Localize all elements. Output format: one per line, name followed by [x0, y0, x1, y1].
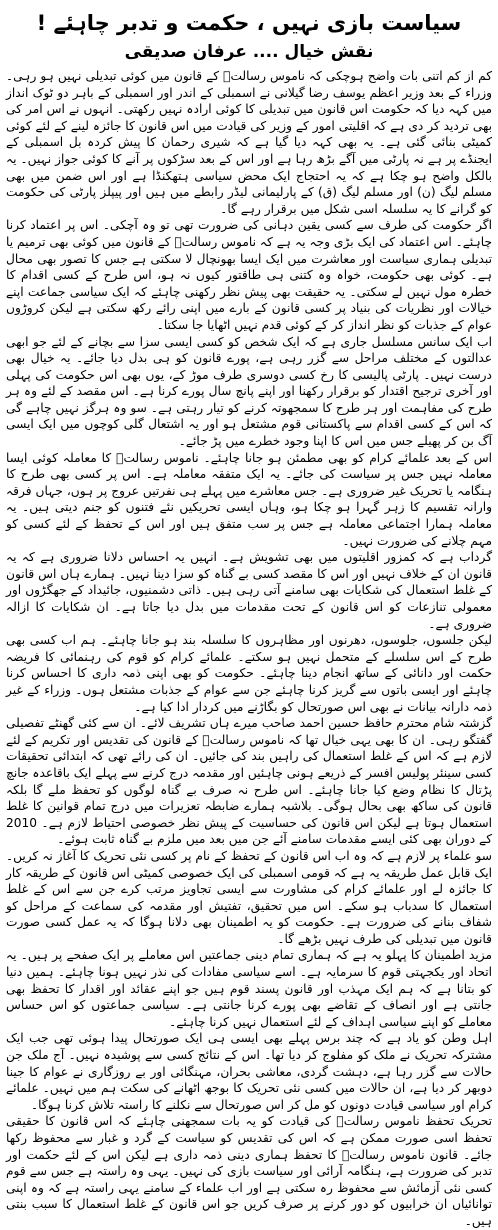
column-title: سیاست بازی نہیں ، حکمت و تدبر چاہئے ! — [36, 11, 462, 35]
paragraph: کم از کم اتنی بات واضح ہوچکی کہ ناموس رسالتؐ کے قانون میں کوئی تبدیلی نہیں ہو رہی۔ وزراء کے بعد وزیر اعظم یوسف رضا گیلانی نے اسمبلی کے اندر اور اسمبلی کے باہر دو ٹوک انداز میں کہہ دیا کہ حکومت اس قانون میں تبدیلی کا کوئی ارادہ نہیں رکھتی۔ انہوں نے اس امر کی بھی تردید کر دی ہے کہ اقلیتی امور کے وزیر کی قیادت میں اس قانون کا جائزہ لینے کے لئے کوئی کمیٹی بنائی گئی ہے۔ یہ بھی کہہ دیا گیا ہے کہ شیری رحمان کا پیش کردہ بل اسمبلی کے ایجنڈے پر ہے نہ پارٹی میں آگے بڑھ رہا ہے اور اس کے بعد سڑکوں پر آنے کا کوئی جواز نہیں۔ یہ بالکل واضح ہو چکا ہے کہ یہ احتجاج ایک محض سیاسی ہتھکنڈا ہے اور اس ضمن میں بھی مسلم لیگ (ن) اور مسلم لیگ (ق) کے پارلیمانی لیڈر رابطے میں ہیں اور پیپلز پارٹی کی حکومت کو گرانے کا یہ سلسلہ اسی شکل میں برقرار رہے گا۔ — [6, 69, 492, 216]
paragraph: اب ایک سانس مسلسل جاری ہے کہ ایک شخص کو کسی ایسی سزا سے بچانے کے لئے جو ابھی عدالتوں کے مختلف مراحل سے گزر رہی ہے، پورے قانون کو ہی بدل دیا جائے۔ یہ خیال بھی درست نہیں۔ پارٹی پالیسی کا رخ کسی دوسری طرف موڑ کے، یوں بھی اس حکومت کی پہلی اور آخری ترجیح اقتدار کو برقرار رکھنا اور اپنے پانچ سال پورے کرنا ہے۔ اس مقصد کے لئے وہ ہر طرح کی مفاہمت اور ہر طرح کا سمجھوتہ کرنے کو تیار رہتی ہے۔ سو وہ ہرگز نہیں چاہے گی کہ اس کے کسی اقدام سے پاکستانی قوم مشتعل ہو اور یہ اشتعال گلی کوچوں میں ایک ایسی آگ بن کر پھیلے جس میں اس کا اپنا وجود خطرے میں پڑ جائے۔ — [6, 334, 492, 449]
paragraph: تحریک تحفظ ناموس رسالتؐ کی قیادت کو یہ بات سمجھنی چاہئے کہ اس قانون کا حقیقی تحفظ اسی صورت ممکن ہے کہ اس کی تقدیس کو سیاست کے گرد و غبار سے محفوظ رکھا جائے۔ قانون ناموس رسالتؐ کا تحفظ ہماری دینی ذمہ داری ہے لیکن اس کے لئے حکمت اور تدبر کی ضرورت ہے، ہنگامہ آرائی اور سیاست بازی کی نہیں۔ یہی وہ راستہ ہے جس سے قوم کسی نئی آزمائش سے محفوظ رہ سکتی ہے اور اب علماء کے سامنے یہی راستہ ہے کہ وہ اپنی توانائیاں ان خرابیوں کو دور کرنے پر صرف کریں جو اس قانون کے غلط استعمال کا سبب بنتی ہیں۔ — [6, 1114, 492, 1228]
column-byline: نقش خیال .... عرفان صدیقی — [124, 42, 374, 62]
column-body — [6, 68, 492, 1230]
paragraph: گزشتہ شام محترم حافظ حسین احمد صاحب میرے ہاں تشریف لائے۔ ان سے کئی گھنٹے تفصیلی گفتگو رہی۔ ان کا بھی یہی خیال تھا کہ ناموس رسالتؐ کے قانون کی تقدیس اور تکریم کے لئے لازم ہے کہ اس کے غلط استعمال کی راہیں بند کی جائیں۔ ان کی رائے تھی کہ ابتدائی تحقیقات کسی سینئر پولیس افسر کے ذریعے ہونی چاہئیں اور مقدمہ درج کرنے سے پہلے ایک باقاعدہ جانچ پڑتال کا نظام وضع کیا جانا چاہئے۔ اس طرح نہ صرف بے گناہ لوگوں کو تحفظ ملے گا بلکہ قانون کی ساکھ بھی بحال ہوگی۔ بلاشبہ ہمارے ضابطہ تعزیرات میں درج تمام قوانین کا غلط استعمال ہوتا ہے لیکن اس قانون کی حساسیت کے پیش نظر خصوصی احتیاط لازم ہے۔ 2010 کے دوران بھی کئی ایسے مقدمات سامنے آئے جن میں بعد میں ملزم بے گناہ ثابت ہوئے۔ — [6, 716, 492, 847]
paragraph: گرداب ہے کہ کمزور اقلیتوں میں بھی تشویش ہے۔ انہیں یہ احساس دلانا ضروری ہے کہ یہ قانون ان کے خلاف نہیں اور اس کا مقصد کسی بے گناہ کو سزا دینا نہیں۔ ہمارے ہاں اس قانون کے غلط استعمال کی شکایات بھی سامنے آتی رہی ہیں۔ ذاتی دشمنیوں، جائیداد کے جھگڑوں اور معمولی تنازعات کو اس قانون کے تحت مقدمات میں بدل دیا جاتا ہے۔ ان شکایات کا ازالہ ضروری ہے۔ — [6, 550, 492, 631]
paragraph: سو علماء پر لازم ہے کہ وہ اب اس قانون کے تحفظ کے نام پر کسی نئی تحریک کا آغاز نہ کریں۔ ایک قابل عمل طریقہ یہ ہے کہ قومی اسمبلی کی ایک خصوصی کمیٹی اس قانون کے طریقہ کار کا جائزہ لے اور علمائے کرام کی مشاورت سے ایسی تجاویز مرتب کرے جن سے اس کے غلط استعمال کا سدباب ہو سکے۔ اس میں تحقیق، تفتیش اور مقدمہ کی سماعت کے مراحل کو شفاف بنانے کی ضرورت ہے۔ حکومت کو یہ اطمینان بھی دلانا ہوگا کہ یہ عمل کسی صورت قانون میں تبدیلی کی طرف نہیں بڑھے گا۔ — [6, 848, 492, 946]
paragraph: اگر حکومت کی طرف سے کسی یقین دہانی کی ضرورت تھی تو وہ آچکی۔ اس پر اعتماد کرنا چاہئے۔ اس اعتماد کی ایک بڑی وجہ یہ ہے کہ ناموس رسالتؐ کے قانون میں کوئی بھی ترمیم یا تبدیلی ہماری سیاست اور معاشرت میں ایک ایسا بھونچال لا سکتی ہے جس کا تصور بھی محال ہے۔ کوئی بھی حکومت، خواہ وہ کتنی ہی طاقتور کیوں نہ ہو، اس طرح کے کسی اقدام کا خطرہ مول نہیں لے سکتی۔ یہ حقیقت بھی پیش نظر رکھنی چاہئے کہ ایک سیاسی جماعت اپنے خیالات اور نظریات کی بنیاد پر کسی قانون کے بارے میں اپنی رائے رکھ سکتی ہے لیکن کروڑوں عوام کے جذبات کو نظر انداز کر کے کوئی قدم نہیں اٹھایا جا سکتا۔ — [6, 218, 492, 332]
paragraph: مزید اطمینان کا پہلو یہ ہے کہ ہماری تمام دینی جماعتیں اس معاملے پر ایک صفحے پر ہیں۔ یہ اتحاد اور یکجہتی قوم کا سرمایہ ہے۔ اسے سیاسی مفادات کی نذر نہیں ہونا چاہئے۔ ہمیں دنیا کو بتانا ہے کہ ہم ایک مہذب اور قانون پسند قوم ہیں جو اپنے عقائد اور اقدار کا تحفظ بھی جانتی ہے اور انصاف کے تقاضے بھی پورے کرنا جانتی ہے۔ سیاسی جماعتوں کو اس حساس معاملے کو اپنے سیاسی اہداف کے لئے استعمال نہیں کرنا چاہئے۔ — [6, 948, 492, 1029]
paragraph: لیکن جلسوں، جلوسوں، دھرنوں اور مظاہروں کا سلسلہ بند ہو جانا چاہئے۔ ہم اب کسی بھی طرح کے اس سلسلے کے متحمل نہیں ہو سکتے۔ علمائے کرام کو قوم کی رہنمائی کا فریضہ حکمت اور دانائی کے ساتھ انجام دینا چاہئے۔ حکومت کو بھی اپنی ذمہ داری کا احساس کرنا چاہئے اور ایسی باتوں سے گریز کرنا چاہئے جن سے عوام کے جذبات مشتعل ہوں۔ وزراء کے غیر ذمہ دارانہ بیانات نے بھی اس صورتحال کو بگاڑنے میں کردار ادا کیا ہے۔ — [6, 633, 492, 714]
paragraph: اس کے بعد علمائے کرام کو بھی مطمئن ہو جانا چاہئے۔ ناموس رسالتؐ کا معاملہ کوئی ایسا معاملہ نہیں جس پر سیاست کی جائے۔ یہ ایک متفقہ معاملہ ہے۔ اس پر کسی بھی طرح کا ہنگامہ یا تحریک غیر ضروری ہے۔ جس معاشرے میں پہلے ہی نفرتیں عروج پر ہوں، جہاں فرقہ وارانہ تقسیم کا زہر گہرا ہو چکا ہو، وہاں ایسی تحریکیں نئے فتنوں کو جنم دیتی ہیں۔ یہ معاملہ ہمارا اجتماعی معاملہ ہے جس پر سب متفق ہیں اور اس کے تحفظ کے لئے کسی کو مہم چلانے کی ضرورت نہیں۔ — [6, 450, 492, 548]
paragraph: اہل وطن کو یاد ہے کہ چند برس پہلے بھی ایسی ہی ایک صورتحال پیدا ہوئی تھی جب ایک مشترکہ تحریک نے ملک کو مفلوج کر دیا تھا۔ اس کے نتائج کسی سے پوشیدہ نہیں۔ آج ملک جن حالات سے گزر رہا ہے، دہشت گردی، معاشی بحران، مہنگائی اور بے روزگاری نے عوام کا جینا دوبھر کر دیا ہے، ان حالات میں کسی نئی تحریک کا بوجھ اٹھانے کی سکت ہم میں نہیں۔ علمائے کرام اور سیاسی قیادت دونوں کو مل کر اس صورتحال سے نکلنے کا راستہ تلاش کرنا ہوگا۔ — [6, 1031, 492, 1112]
